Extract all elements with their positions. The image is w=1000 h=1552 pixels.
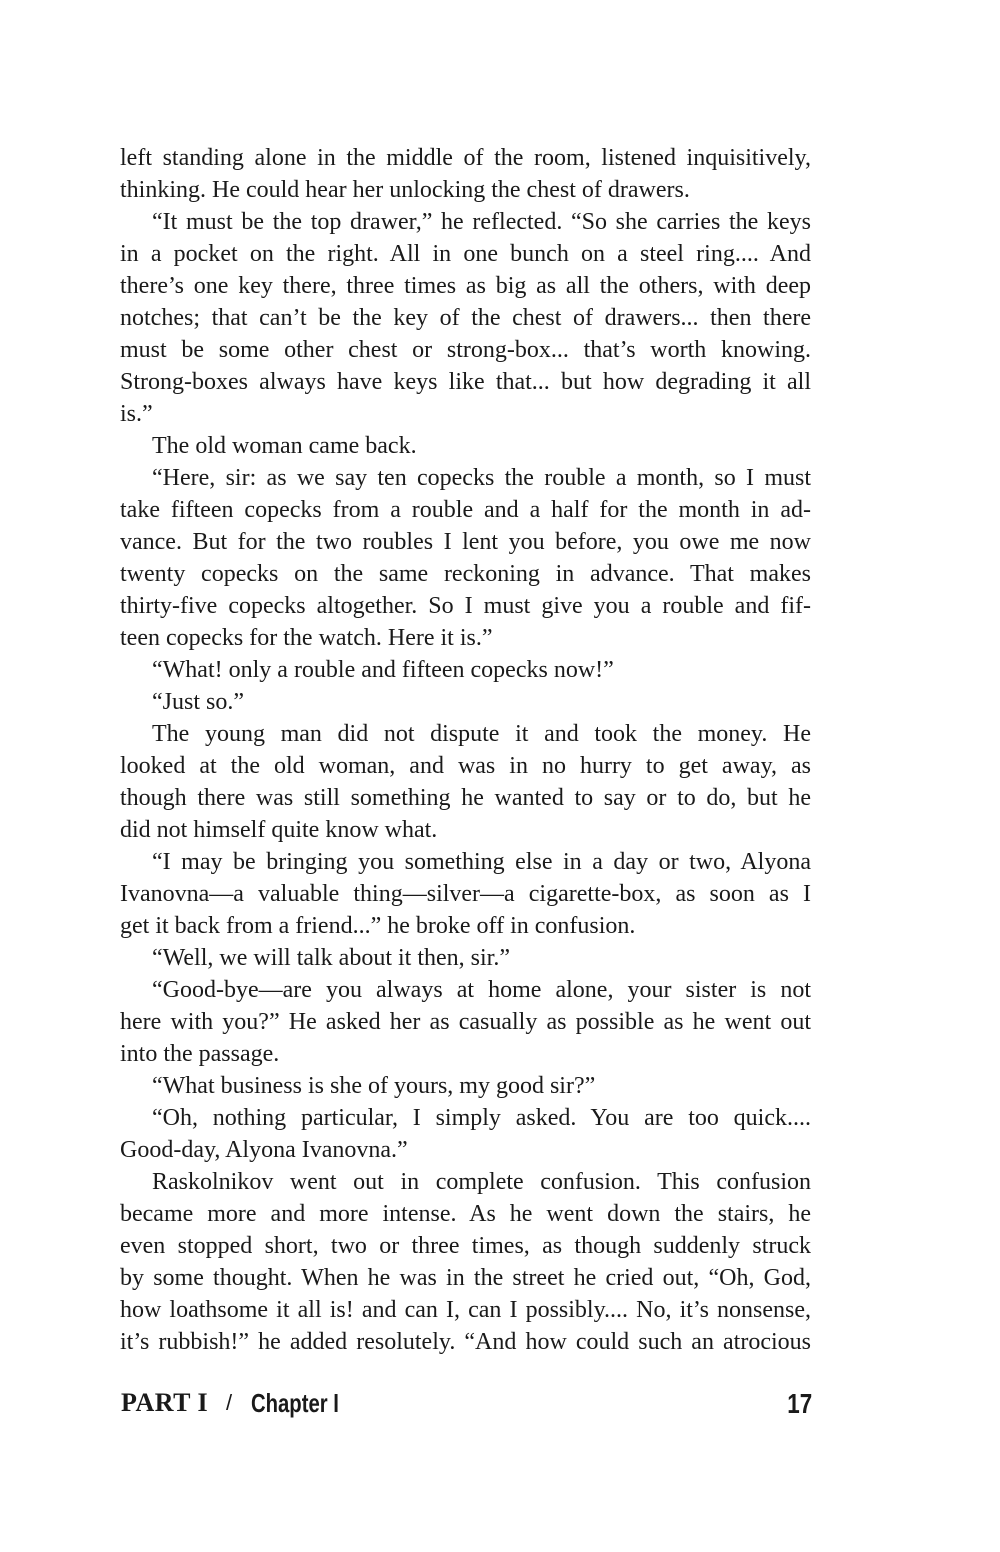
text-line: it’s rubbish!” he added resolutely. “And how could such an atrocious (120, 1329, 811, 1355)
text-line: teen copecks for the watch. Here it is.” (120, 625, 493, 651)
paragraph (120, 686, 811, 718)
text-line: “What business is she of yours, my good sir?” (152, 1073, 596, 1099)
text-line: “Well, we will talk about it then, sir.” (152, 945, 510, 971)
running-footer-part: PART I (121, 1388, 209, 1417)
text-line: take fifteen copecks from a rouble and a half for the month in ad- (120, 497, 811, 523)
text-line: is.” (120, 401, 153, 427)
text-line: became more and more intense. As he went down the stairs, he (120, 1201, 811, 1227)
paragraph (120, 206, 811, 430)
paragraph (120, 462, 811, 654)
text-line: Ivanovna—a valuable thing—silver—a cigarette-box, as soon as I (120, 881, 811, 907)
running-footer-chapter: Chapter I (251, 1388, 339, 1418)
text-line: The young man did not dispute it and took the money. He (152, 721, 811, 747)
paragraph (120, 142, 811, 206)
text-line: “It must be the top drawer,” he reflected. “So she carries the keys (152, 209, 811, 235)
text-line: notches; that can’t be the key of the chest of drawers... then there (120, 305, 811, 331)
text-line: Raskolnikov went out in complete confusion. This confusion (152, 1169, 811, 1195)
text-line: “Good-bye—are you always at home alone, your sister is not (152, 977, 811, 1003)
text-line: twenty copecks on the same reckoning in advance. That makes (120, 561, 811, 587)
text-line: get it back from a friend...” he broke off in confusion. (120, 913, 636, 939)
text-line: vance. But for the two roubles I lent you before, you owe me now (120, 529, 811, 555)
paragraph (120, 430, 811, 462)
paragraph (120, 974, 811, 1070)
text-line: “Oh, nothing particular, I simply asked. You are too quick.... (152, 1105, 811, 1131)
paragraph (120, 942, 811, 974)
paragraph (120, 1070, 811, 1102)
page-body-text (120, 142, 811, 1358)
text-line: must be some other chest or strong-box... that’s worth knowing. (120, 337, 811, 363)
text-line: thinking. He could hear her unlocking the chest of drawers. (120, 177, 690, 203)
text-line: “What! only a rouble and fifteen copecks now!” (152, 657, 614, 683)
text-line: “Just so.” (152, 689, 244, 715)
text-line: there’s one key there, three times as big as all the others, with deep (120, 273, 811, 299)
text-line: looked at the old woman, and was in no hurry to get away, as (120, 753, 811, 779)
text-line: even stopped short, two or three times, as though suddenly struck (120, 1233, 811, 1259)
text-line: in a pocket on the right. All in one bunch on a steel ring.... And (120, 241, 811, 267)
paragraph (120, 1102, 811, 1166)
text-line: left standing alone in the middle of the room, listened inquisitively, (120, 145, 811, 171)
text-line: did not himself quite know what. (120, 817, 438, 843)
page-footer (121, 1388, 812, 1424)
text-line: though there was still something he wanted to say or to do, but he (120, 785, 811, 811)
text-line: The old woman came back. (152, 433, 417, 459)
page-number: 17 (787, 1388, 812, 1419)
text-line: by some thought. When he was in the street he cried out, “Oh, God, (120, 1265, 811, 1291)
text-line: “I may be bringing you something else in a day or two, Alyona (152, 849, 811, 875)
text-line: here with you?” He asked her as casually as possible as he went out (120, 1009, 811, 1035)
text-line: how loathsome it all is! and can I, can I possibly.... No, it’s nonsense, (120, 1297, 811, 1323)
text-line: “Here, sir: as we say ten copecks the rouble a month, so I must (152, 465, 811, 491)
paragraph (120, 846, 811, 942)
text-line: Good-day, Alyona Ivanovna.” (120, 1137, 408, 1163)
text-line: Strong-boxes always have keys like that... but how degrading it all (120, 369, 811, 395)
text-line: thirty-five copecks altogether. So I must give you a rouble and fif- (120, 593, 811, 619)
running-footer-separator: / (226, 1390, 233, 1415)
paragraph (120, 1166, 811, 1358)
paragraph (120, 718, 811, 846)
paragraph (120, 654, 811, 686)
text-line: into the passage. (120, 1041, 280, 1067)
